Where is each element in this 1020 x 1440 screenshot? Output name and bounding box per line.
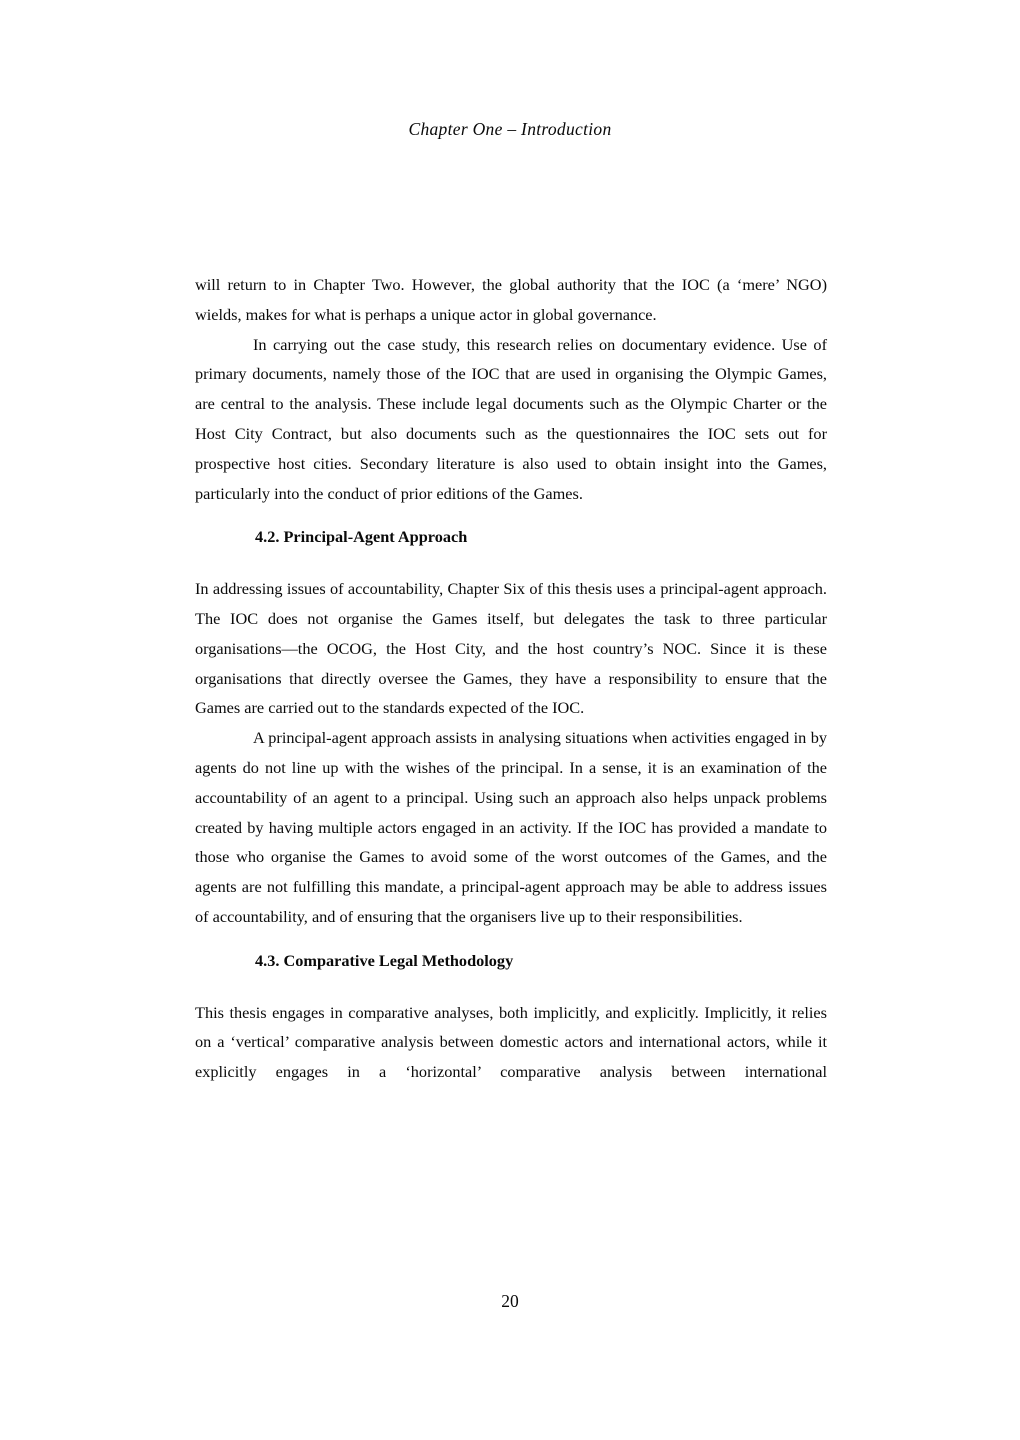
page-body-text <box>195 270 827 1087</box>
section-heading-4-3: 4.3. Comparative Legal Methodology <box>255 950 514 970</box>
paragraph-comparative-methodology: This thesis engages in comparative analyses, both implicitly, and explicitly. Implicitly, it relies on a ‘vertical’ comparative analysis between domestic actors and international actors, while it explicitly engages in a ‘horizontal’ comparative analysis between international <box>195 1002 827 1082</box>
paragraph-case-study: In carrying out the case study, this research relies on documentary evidence. Use of primary documents, namely those of the IOC that are used in organising the Olympic Games, are central to the analysis. These include legal documents such as the Olympic Charter or the Host City Contract, but also documents such as the questionnaires the IOC sets out for prospective host cities. Secondary literature is also used to obtain insight into the Games, particularly into the conduct of prior editions of the Games. <box>195 334 827 503</box>
paragraph-continuation: will return to in Chapter Two. However, the global authority that the IOC (a ‘mere’ NGO) wields, makes for what is perhaps a unique actor in global governance. <box>195 275 827 324</box>
section-heading-4-2: 4.2. Principal-Agent Approach <box>255 527 468 547</box>
chapter-running-header: Chapter One – Introduction <box>408 119 612 139</box>
paragraph-principal-agent-intro: In addressing issues of accountability, Chapter Six of this thesis uses a principal-agent approach. The IOC does not organise the Games itself, but delegates the task to three particular organisations—the OCOG, the Host City, and the host country’s NOC. Since it is these organisations that directly oversee the Games, they have a responsibility to ensure that the Games are carried out to the standards expected of the IOC. <box>195 579 827 718</box>
page-number: 20 <box>501 1291 519 1311</box>
paragraph-principal-agent-detail: A principal-agent approach assists in analysing situations when activities engaged in by agents do not line up with the wishes of the principal. In a sense, it is an examination of the accountability of an agent to a principal. Using such an approach also helps unpack problems created by having multiple actors engaged in an activity. If the IOC has provided a mandate to those who organise the Games to avoid some of the worst outcomes of the Games, and the agents are not fulfilling this mandate, a principal-agent approach may be able to address issues of accountability, and of ensuring that the organisers live up to their responsibilities. <box>195 728 827 926</box>
